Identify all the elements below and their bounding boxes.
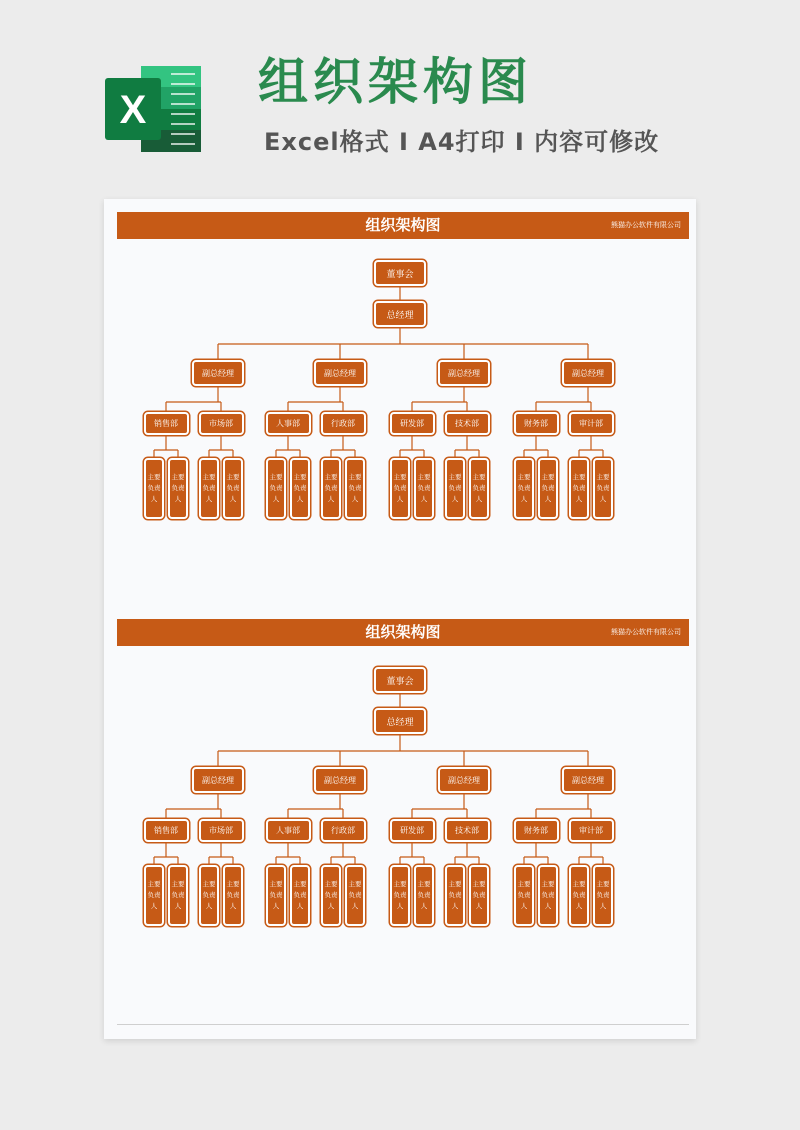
vice-president-node: 副总经理 [562,360,614,386]
lead-node: 主要负责人 [538,865,558,926]
org-chart-section-2 [104,606,696,1014]
lead-node: 主要负责人 [538,458,558,519]
department-node: 研发部 [390,819,435,842]
lead-node: 主要负责人 [390,865,410,926]
vice-president-node: 副总经理 [314,767,366,793]
department-node: 行政部 [321,819,366,842]
lead-node: 主要负责人 [514,458,534,519]
lead-node: 主要负责人 [390,458,410,519]
lead-node: 主要负责人 [223,865,243,926]
lead-node: 主要负责人 [199,458,219,519]
org-chart [104,199,696,607]
org-chart-section-1 [104,199,696,607]
lead-node: 主要负责人 [321,458,341,519]
footer-divider [117,1024,689,1025]
lead-node: 主要负责人 [266,458,286,519]
vice-president-node: 副总经理 [562,767,614,793]
lead-node: 主要负责人 [593,458,613,519]
ceo-node: 总经理 [374,708,426,734]
page-title: 组织架构图 [258,53,533,111]
department-node: 人事部 [266,819,311,842]
lead-node: 主要负责人 [514,865,534,926]
excel-logo-letter: X [119,88,147,132]
page-subtitle: Excel格式 I A4打印 I 内容可修改 [264,128,660,156]
department-node: 财务部 [514,819,559,842]
excel-icon [103,60,207,158]
lead-node: 主要负责人 [445,865,465,926]
vice-president-node: 副总经理 [438,767,490,793]
lead-node: 主要负责人 [345,865,365,926]
lead-node: 主要负责人 [593,865,613,926]
vice-president-node: 副总经理 [438,360,490,386]
lead-node: 主要负责人 [445,458,465,519]
lead-node: 主要负责人 [266,865,286,926]
vice-president-node: 副总经理 [192,767,244,793]
department-node: 技术部 [445,819,490,842]
lead-node: 主要负责人 [569,865,589,926]
vice-president-node: 副总经理 [192,360,244,386]
section-title: 组织架构图 [365,623,441,641]
department-node: 人事部 [266,412,311,435]
department-node: 财务部 [514,412,559,435]
board-node: 董事会 [374,260,426,286]
department-node: 审计部 [569,412,614,435]
department-node: 市场部 [199,819,244,842]
department-node: 销售部 [144,412,189,435]
document-sheet [104,199,696,1039]
department-node: 研发部 [390,412,435,435]
section-title: 组织架构图 [365,216,441,234]
lead-node: 主要负责人 [168,458,188,519]
lead-node: 主要负责人 [290,458,310,519]
lead-node: 主要负责人 [414,458,434,519]
lead-node: 主要负责人 [168,865,188,926]
org-chart [104,606,696,1014]
department-node: 审计部 [569,819,614,842]
lead-node: 主要负责人 [290,865,310,926]
lead-node: 主要负责人 [414,865,434,926]
lead-node: 主要负责人 [469,865,489,926]
lead-node: 主要负责人 [345,458,365,519]
department-node: 销售部 [144,819,189,842]
lead-node: 主要负责人 [199,865,219,926]
lead-node: 主要负责人 [569,458,589,519]
page-header [0,0,800,200]
company-name: 熊猫办公软件有限公司 [611,221,681,229]
board-node: 董事会 [374,667,426,693]
vice-president-node: 副总经理 [314,360,366,386]
lead-node: 主要负责人 [321,865,341,926]
lead-node: 主要负责人 [144,865,164,926]
lead-node: 主要负责人 [223,458,243,519]
ceo-node: 总经理 [374,301,426,327]
lead-node: 主要负责人 [144,458,164,519]
department-node: 技术部 [445,412,490,435]
lead-node: 主要负责人 [469,458,489,519]
company-name: 熊猫办公软件有限公司 [611,628,681,636]
department-node: 行政部 [321,412,366,435]
department-node: 市场部 [199,412,244,435]
